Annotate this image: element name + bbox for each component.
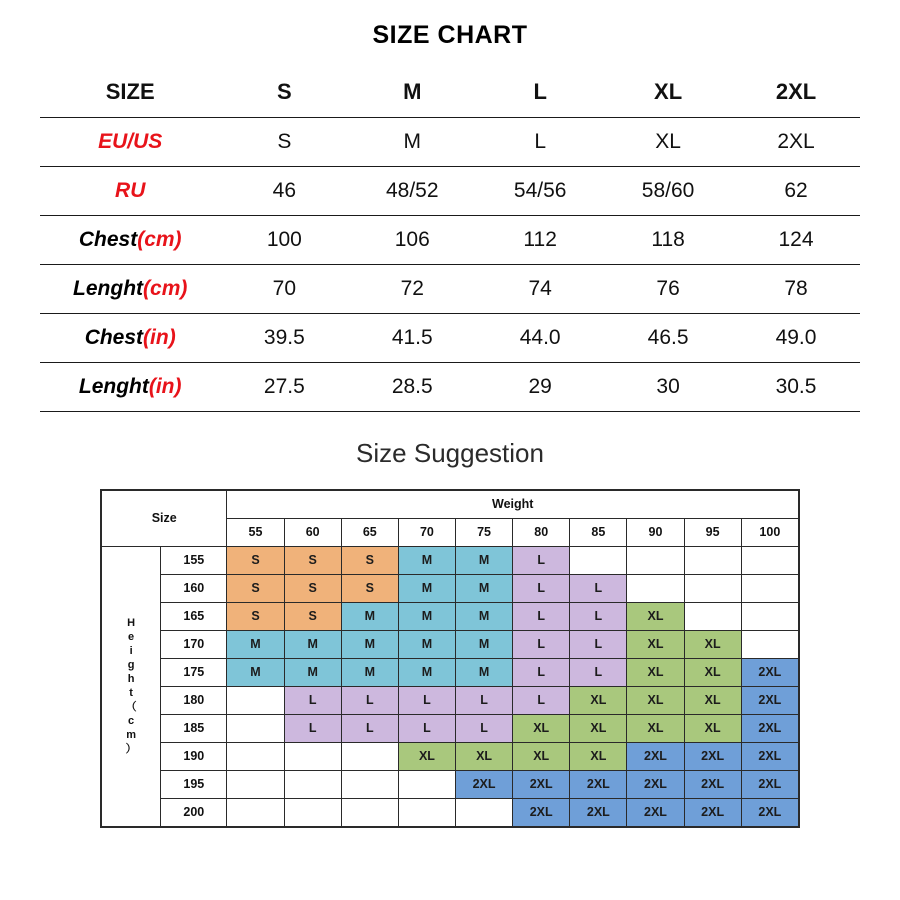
table-cell: 29: [476, 362, 604, 411]
suggestion-cell: [284, 770, 341, 798]
suggestion-cell: [684, 602, 741, 630]
suggestion-cell: L: [513, 602, 570, 630]
weight-tick: 75: [456, 518, 513, 546]
suggestion-cell: S: [227, 602, 284, 630]
table-cell: 30.5: [732, 362, 860, 411]
weight-tick: 90: [627, 518, 684, 546]
table-cell: 112: [476, 215, 604, 264]
suggestion-cell: L: [398, 686, 455, 714]
weight-axis-title: Weight: [227, 490, 799, 518]
table-row: [40, 362, 860, 411]
suggestion-cell: [227, 714, 284, 742]
suggestion-row: [102, 770, 799, 798]
suggestion-cell: 2XL: [684, 770, 741, 798]
size-suggestion-table: [101, 490, 799, 827]
suggestion-cell: L: [570, 602, 627, 630]
suggestion-cell: M: [341, 658, 398, 686]
suggestion-cell: M: [227, 658, 284, 686]
row-label-unit: (in): [143, 325, 176, 349]
corner-size-label: Size: [102, 490, 227, 546]
suggestion-cell: M: [341, 630, 398, 658]
suggestion-cell: 2XL: [684, 798, 741, 826]
row-label: [40, 362, 220, 411]
table-cell: 49.0: [732, 313, 860, 362]
suggestion-cell: XL: [627, 658, 684, 686]
row-label: EU/US: [40, 117, 220, 166]
suggestion-cell: L: [570, 574, 627, 602]
suggestion-cell: S: [227, 546, 284, 574]
table-cell: 76: [604, 264, 732, 313]
page-title: SIZE CHART: [372, 21, 528, 49]
row-label: [40, 313, 220, 362]
table-row: [40, 313, 860, 362]
suggestion-cell: L: [513, 658, 570, 686]
suggestion-cell: [741, 574, 798, 602]
height-tick: 185: [161, 714, 227, 742]
suggestion-cell: 2XL: [627, 798, 684, 826]
weight-tick: 65: [341, 518, 398, 546]
suggestion-row: [102, 714, 799, 742]
suggestion-cell: XL: [684, 686, 741, 714]
suggestion-cell: [741, 546, 798, 574]
suggestion-row: [102, 630, 799, 658]
suggestion-cell: M: [398, 630, 455, 658]
suggestion-cell: M: [341, 602, 398, 630]
row-label-unit: (cm): [143, 276, 188, 300]
height-tick: 165: [161, 602, 227, 630]
suggestion-cell: [227, 798, 284, 826]
table-cell: 28.5: [348, 362, 476, 411]
suggestion-cell: XL: [398, 742, 455, 770]
table-cell: 78: [732, 264, 860, 313]
suggestion-cell: 2XL: [570, 770, 627, 798]
row-label: [40, 264, 220, 313]
suggestion-cell: 2XL: [741, 714, 798, 742]
suggestion-cell: 2XL: [513, 770, 570, 798]
suggestion-row: [102, 546, 799, 574]
size-chart-table: [40, 68, 860, 412]
row-label-text: Chest: [78, 227, 138, 251]
suggestion-cell: XL: [570, 686, 627, 714]
suggestion-cell: [684, 574, 741, 602]
suggestion-cell: S: [284, 602, 341, 630]
size-suggestion-container: [100, 489, 800, 828]
table-header-row: [40, 68, 860, 117]
height-tick: 170: [161, 630, 227, 658]
suggestion-cell: [284, 742, 341, 770]
weight-tick: 70: [398, 518, 455, 546]
suggestion-cell: L: [284, 686, 341, 714]
suggestion-cell: XL: [684, 714, 741, 742]
suggestion-cell: L: [456, 714, 513, 742]
table-cell: L: [476, 117, 604, 166]
suggestion-cell: L: [570, 630, 627, 658]
suggestion-cell: L: [341, 686, 398, 714]
suggestion-cell: XL: [684, 658, 741, 686]
suggestion-cell: M: [456, 658, 513, 686]
table-row: [40, 264, 860, 313]
weight-tick: 55: [227, 518, 284, 546]
table-cell: 27.5: [220, 362, 348, 411]
suggestion-cell: M: [398, 574, 455, 602]
row-label-text: Lenght: [78, 374, 149, 398]
height-tick: 175: [161, 658, 227, 686]
suggestion-cell: [341, 770, 398, 798]
suggestion-row: [102, 686, 799, 714]
height-tick: 190: [161, 742, 227, 770]
suggestion-cell: L: [513, 546, 570, 574]
suggestion-cell: XL: [513, 742, 570, 770]
suggestion-row: [102, 742, 799, 770]
suggestion-cell: M: [398, 658, 455, 686]
suggestion-cell: M: [456, 602, 513, 630]
height-tick: 200: [161, 798, 227, 826]
table-cell: 124: [732, 215, 860, 264]
suggestion-cell: [684, 546, 741, 574]
suggestion-row: [102, 602, 799, 630]
suggestion-cell: 2XL: [570, 798, 627, 826]
table-cell: 54/56: [476, 166, 604, 215]
suggestion-cell: XL: [627, 686, 684, 714]
table-cell: 100: [220, 215, 348, 264]
column-header-size: SIZE: [40, 68, 220, 117]
suggestion-cell: XL: [513, 714, 570, 742]
suggestion-cell: [570, 546, 627, 574]
column-header-l: L: [476, 68, 604, 117]
row-label-text: Lenght: [73, 276, 144, 300]
table-cell: 106: [348, 215, 476, 264]
suggestion-cell: M: [456, 630, 513, 658]
table-cell: 58/60: [604, 166, 732, 215]
weight-tick: 95: [684, 518, 741, 546]
suggestion-cell: 2XL: [741, 798, 798, 826]
row-label-unit: (in): [148, 374, 182, 398]
suggestion-cell: XL: [627, 630, 684, 658]
suggestion-header-row: [102, 490, 799, 518]
suggestion-row: [102, 658, 799, 686]
suggestion-cell: 2XL: [684, 742, 741, 770]
suggestion-cell: L: [570, 658, 627, 686]
height-tick: 195: [161, 770, 227, 798]
weight-tick: 80: [513, 518, 570, 546]
column-header-s: S: [220, 68, 348, 117]
size-chart-table-container: [40, 68, 860, 412]
suggestion-cell: M: [456, 546, 513, 574]
suggestion-row: [102, 574, 799, 602]
table-cell: M: [348, 117, 476, 166]
suggestion-cell: S: [227, 574, 284, 602]
table-row: [40, 215, 860, 264]
row-label-text: Chest: [84, 325, 144, 349]
row-label: RU: [40, 166, 220, 215]
suggestion-cell: 2XL: [741, 686, 798, 714]
suggestion-cell: L: [513, 574, 570, 602]
suggestion-cell: XL: [627, 602, 684, 630]
suggestion-cell: XL: [570, 714, 627, 742]
suggestion-cell: S: [341, 546, 398, 574]
suggestion-cell: S: [284, 546, 341, 574]
suggestion-cell: 2XL: [741, 742, 798, 770]
size-suggestion-title: Size Suggestion: [356, 437, 544, 468]
suggestion-cell: [456, 798, 513, 826]
suggestion-cell: [341, 798, 398, 826]
table-cell: XL: [604, 117, 732, 166]
suggestion-cell: [398, 770, 455, 798]
suggestion-cell: M: [456, 574, 513, 602]
weight-tick: 60: [284, 518, 341, 546]
table-cell: 41.5: [348, 313, 476, 362]
table-row: [40, 117, 860, 166]
suggestion-cell: XL: [627, 714, 684, 742]
suggestion-cell: L: [513, 630, 570, 658]
table-cell: 46: [220, 166, 348, 215]
suggestion-cell: M: [227, 630, 284, 658]
suggestion-cell: 2XL: [741, 770, 798, 798]
column-header-2xl: 2XL: [732, 68, 860, 117]
suggestion-cell: [227, 742, 284, 770]
suggestion-cell: 2XL: [627, 742, 684, 770]
weight-tick: 85: [570, 518, 627, 546]
suggestion-cell: [627, 546, 684, 574]
table-cell: 2XL: [732, 117, 860, 166]
height-axis-label: [102, 546, 161, 826]
suggestion-cell: [398, 798, 455, 826]
suggestion-cell: M: [284, 658, 341, 686]
suggestion-cell: [341, 742, 398, 770]
suggestion-cell: XL: [456, 742, 513, 770]
suggestion-cell: 2XL: [513, 798, 570, 826]
suggestion-cell: M: [398, 546, 455, 574]
suggestion-cell: [284, 798, 341, 826]
table-cell: 48/52: [348, 166, 476, 215]
table-cell: 74: [476, 264, 604, 313]
table-cell: 39.5: [220, 313, 348, 362]
suggestion-cell: [227, 686, 284, 714]
suggestion-cell: M: [398, 602, 455, 630]
suggestion-row: [102, 798, 799, 826]
table-cell: 62: [732, 166, 860, 215]
suggestion-cell: 2XL: [741, 658, 798, 686]
column-header-xl: XL: [604, 68, 732, 117]
suggestion-cell: XL: [570, 742, 627, 770]
table-cell: 44.0: [476, 313, 604, 362]
suggestion-cell: L: [398, 714, 455, 742]
suggestion-cell: M: [284, 630, 341, 658]
height-tick: 160: [161, 574, 227, 602]
suggestion-cell: L: [341, 714, 398, 742]
weight-tick: 100: [741, 518, 798, 546]
suggestion-cell: XL: [684, 630, 741, 658]
suggestion-cell: S: [341, 574, 398, 602]
table-cell: S: [220, 117, 348, 166]
table-row: [40, 166, 860, 215]
suggestion-cell: [741, 630, 798, 658]
suggestion-cell: [741, 602, 798, 630]
suggestion-cell: S: [284, 574, 341, 602]
suggestion-cell: L: [513, 686, 570, 714]
table-cell: 70: [220, 264, 348, 313]
suggestion-cell: 2XL: [456, 770, 513, 798]
height-tick: 155: [161, 546, 227, 574]
suggestion-cell: 2XL: [627, 770, 684, 798]
row-label: [40, 215, 220, 264]
row-label-unit: (cm): [137, 227, 182, 251]
suggestion-cell: [627, 574, 684, 602]
height-tick: 180: [161, 686, 227, 714]
height-axis-label-text: H e i g h t （ c m ）: [125, 616, 137, 756]
table-cell: 46.5: [604, 313, 732, 362]
table-cell: 72: [348, 264, 476, 313]
suggestion-cell: [227, 770, 284, 798]
table-cell: 30: [604, 362, 732, 411]
table-cell: 118: [604, 215, 732, 264]
column-header-m: M: [348, 68, 476, 117]
suggestion-cell: L: [456, 686, 513, 714]
suggestion-cell: L: [284, 714, 341, 742]
